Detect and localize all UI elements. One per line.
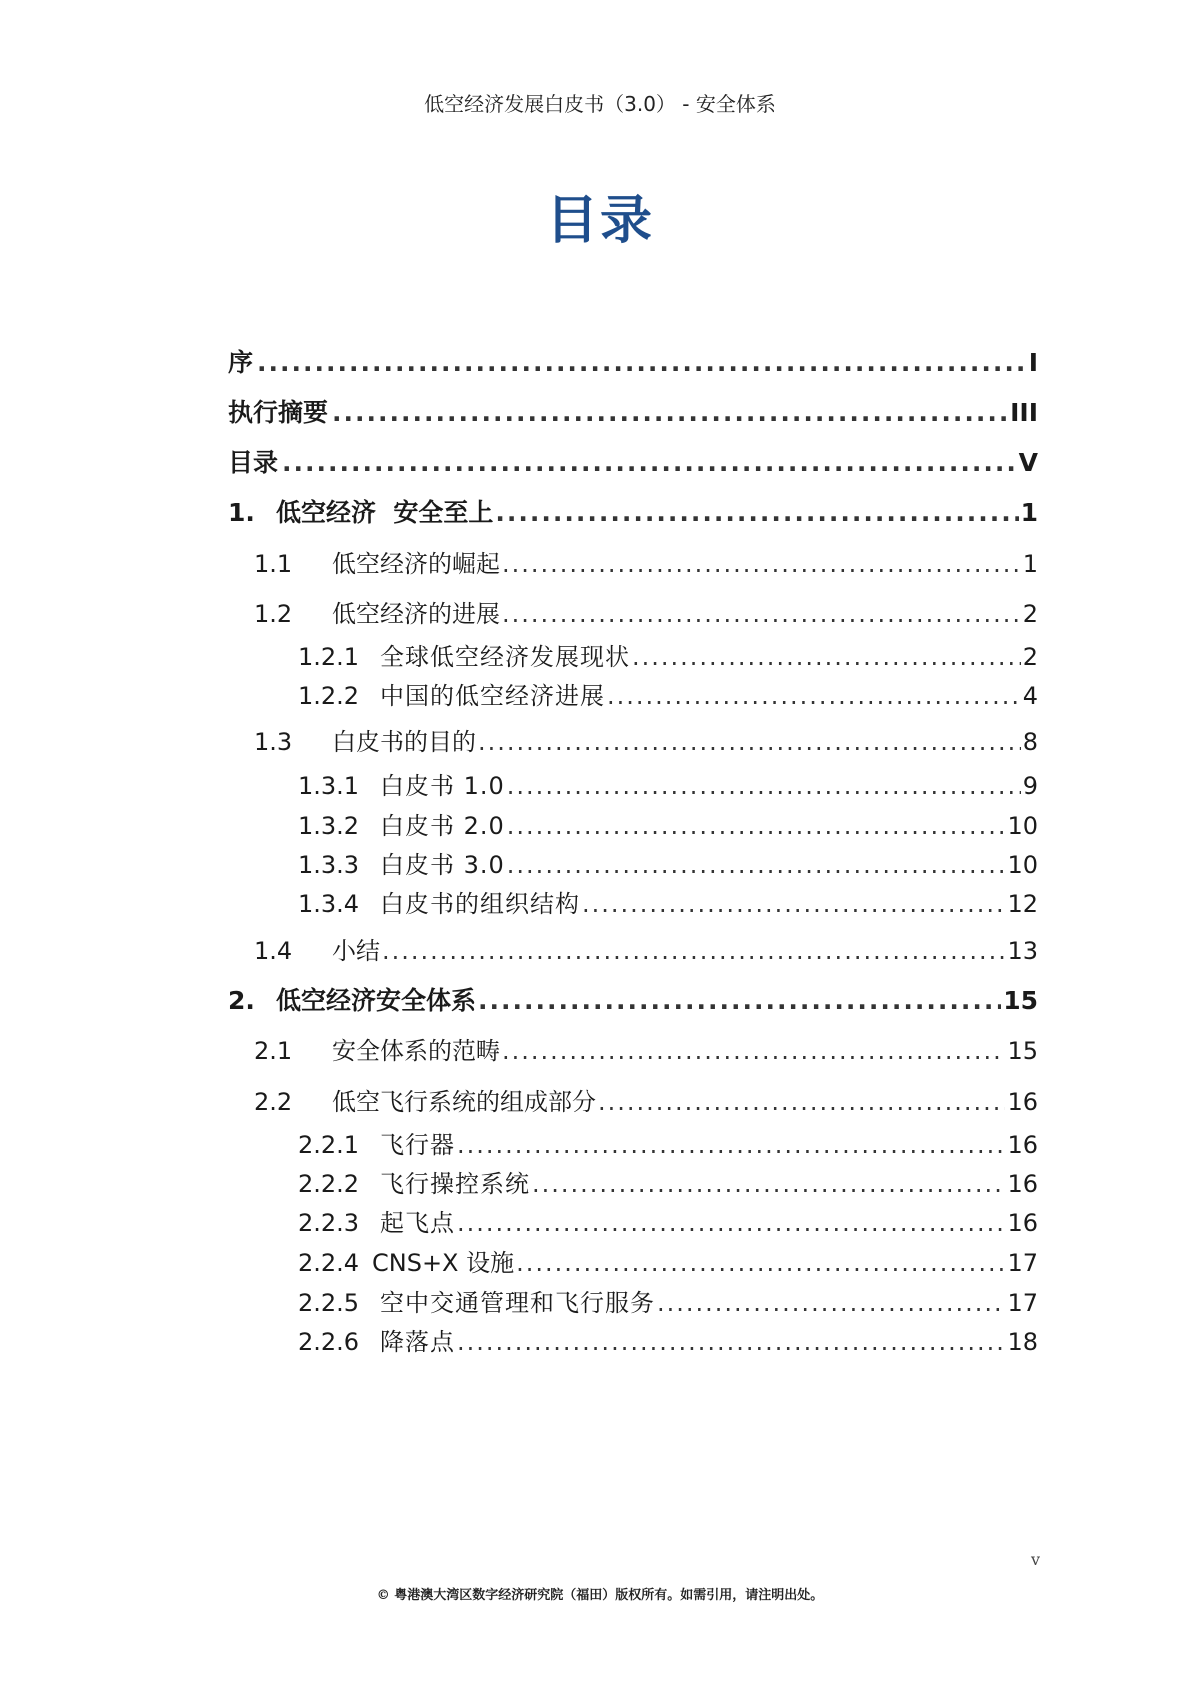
toc-leader	[257, 348, 1027, 377]
toc-label: 白皮书的组织结构	[380, 890, 580, 918]
toc-leader	[282, 448, 1017, 477]
toc-label: 低空经济 安全至上	[276, 498, 494, 527]
toc-label: 低空飞行系统的组成部分	[332, 1088, 596, 1116]
toc-leader	[516, 1249, 1005, 1277]
toc-number: 1.2	[254, 600, 293, 628]
toc-number: 1.1	[254, 550, 293, 578]
toc-leader	[457, 1131, 1005, 1159]
toc-label: 全球低空经济发展现状	[380, 643, 630, 671]
toc-entry-1-2[interactable]	[254, 594, 1038, 629]
toc-label: 目录	[228, 448, 279, 477]
toc-entry-1-2-1[interactable]	[298, 637, 1038, 672]
page-title: 目录	[545, 191, 654, 251]
toc-number: 2.2.5	[298, 1289, 360, 1317]
running-header: 低空经济发展白皮书（3.0） - 安全体系	[424, 92, 776, 116]
toc-number: 2.2.4	[298, 1249, 360, 1277]
toc-number: 2.2.3	[298, 1209, 360, 1237]
toc-entry-1-3-4[interactable]	[298, 884, 1038, 919]
toc-number: 2.2.6	[298, 1328, 360, 1356]
toc-entry-1-3-1[interactable]	[298, 766, 1038, 801]
toc-leader	[598, 1088, 1005, 1116]
toc-page: 16	[1007, 1170, 1038, 1198]
toc-label: 低空经济的崛起	[332, 550, 500, 578]
toc-page: 12	[1007, 890, 1038, 918]
toc-entry-2-2-6[interactable]	[298, 1322, 1038, 1357]
toc-entry-executive-summary[interactable]	[228, 393, 1038, 429]
toc-page: 10	[1007, 851, 1038, 879]
toc-leader	[382, 937, 1005, 965]
toc-label: 小结	[332, 937, 380, 965]
toc-label: 白皮书 3.0	[380, 851, 505, 879]
toc-label: 飞行操控系统	[380, 1170, 530, 1198]
toc-page: III	[1010, 398, 1038, 427]
toc-entry-2-1[interactable]	[254, 1031, 1038, 1066]
toc-page: 9	[1022, 772, 1038, 800]
toc-number: 1.	[228, 498, 255, 527]
toc-leader	[502, 1037, 1005, 1065]
toc-leader	[607, 682, 1021, 710]
toc-entry-2-2-1[interactable]	[298, 1125, 1038, 1160]
toc-label: 起飞点	[380, 1209, 455, 1237]
toc-leader	[478, 986, 1001, 1015]
copyright-footer: © 粤港澳大湾区数字经济研究院（福田）版权所有。如需引用，请注明出处。	[376, 1588, 824, 1603]
toc-leader	[632, 643, 1021, 671]
toc-page: 1	[1020, 498, 1038, 527]
toc-page: 16	[1007, 1088, 1038, 1116]
toc-number: 2.1	[254, 1037, 293, 1065]
toc-label: 中国的低空经济进展	[380, 682, 605, 710]
toc-leader	[332, 398, 1008, 427]
toc-leader	[502, 600, 1021, 628]
toc-leader	[532, 1170, 1005, 1198]
toc-page: 8	[1022, 728, 1038, 756]
toc-leader	[457, 1209, 1005, 1237]
toc-page: 2	[1022, 643, 1038, 671]
toc-label: 白皮书 1.0	[380, 772, 505, 800]
toc-page: 1	[1022, 550, 1038, 578]
toc-number: 1.3	[254, 728, 293, 756]
toc-number: 2.2.2	[298, 1170, 360, 1198]
toc-entry-2-2-3[interactable]	[298, 1203, 1038, 1238]
toc-leader	[657, 1289, 1005, 1317]
toc-label: 白皮书的目的	[332, 728, 476, 756]
toc-page: 10	[1007, 812, 1038, 840]
toc-entry-preface[interactable]	[228, 343, 1038, 379]
toc-page: V	[1018, 448, 1038, 477]
toc-number: 1.3.3	[298, 851, 360, 879]
toc-page: 13	[1007, 937, 1038, 965]
toc-page: 4	[1022, 682, 1038, 710]
toc-leader	[507, 812, 1006, 840]
toc-leader	[502, 550, 1021, 578]
toc-number: 1.3.4	[298, 890, 360, 918]
toc-label: 低空经济安全体系	[276, 986, 477, 1015]
toc-entry-2-2-5[interactable]	[298, 1283, 1038, 1318]
toc-entry-1-3-3[interactable]	[298, 845, 1038, 880]
toc-page: 18	[1007, 1328, 1038, 1356]
toc-page: 15	[1007, 1037, 1038, 1065]
toc-entry-2-2[interactable]	[254, 1082, 1038, 1117]
toc-number: 2.2	[254, 1088, 293, 1116]
toc-label: 空中交通管理和飞行服务	[380, 1289, 655, 1317]
toc-label: 飞行器	[380, 1131, 455, 1159]
toc-page: 2	[1022, 600, 1038, 628]
toc-entry-1-1[interactable]	[254, 544, 1038, 579]
toc-page: 16	[1007, 1209, 1038, 1237]
toc-page: 15	[1003, 986, 1038, 1015]
toc-page: 17	[1007, 1289, 1038, 1317]
toc-label: 执行摘要	[228, 398, 329, 427]
toc-entry-2[interactable]	[228, 981, 1038, 1017]
page-number: v	[1030, 1550, 1040, 1569]
toc-entry-1-4[interactable]	[254, 931, 1038, 966]
toc-leader	[507, 772, 1021, 800]
toc-page: 17	[1007, 1249, 1038, 1277]
toc-leader	[478, 728, 1021, 756]
toc-leader	[457, 1328, 1005, 1356]
toc-entry-1-3-2[interactable]	[298, 806, 1038, 841]
toc-label: 安全体系的范畴	[332, 1037, 500, 1065]
toc-label: 序	[228, 348, 254, 377]
toc-entry-2-2-4[interactable]	[298, 1243, 1038, 1278]
toc-label: 低空经济的进展	[332, 600, 500, 628]
toc-label: 降落点	[380, 1328, 455, 1356]
toc-number: 1.4	[254, 937, 293, 965]
toc-leader	[582, 890, 1005, 918]
toc-number: 2.	[228, 986, 255, 1015]
toc-number: 1.3.2	[298, 812, 360, 840]
toc-entry-1[interactable]	[228, 493, 1038, 529]
toc-entry-2-2-2[interactable]	[298, 1164, 1038, 1199]
toc-label: 白皮书 2.0	[380, 812, 505, 840]
toc-entry-contents[interactable]	[228, 443, 1038, 479]
toc-leader	[507, 851, 1006, 879]
toc-entry-1-3[interactable]	[254, 722, 1038, 757]
toc-label: CNS+X 设施	[372, 1249, 515, 1277]
toc-number: 1.2.1	[298, 643, 360, 671]
toc-page: 16	[1007, 1131, 1038, 1159]
toc-entry-1-2-2[interactable]	[298, 676, 1038, 711]
toc-page: I	[1028, 348, 1038, 377]
toc-number: 1.2.2	[298, 682, 360, 710]
toc-number: 1.3.1	[298, 772, 360, 800]
toc-leader	[495, 498, 1018, 527]
toc-number: 2.2.1	[298, 1131, 360, 1159]
